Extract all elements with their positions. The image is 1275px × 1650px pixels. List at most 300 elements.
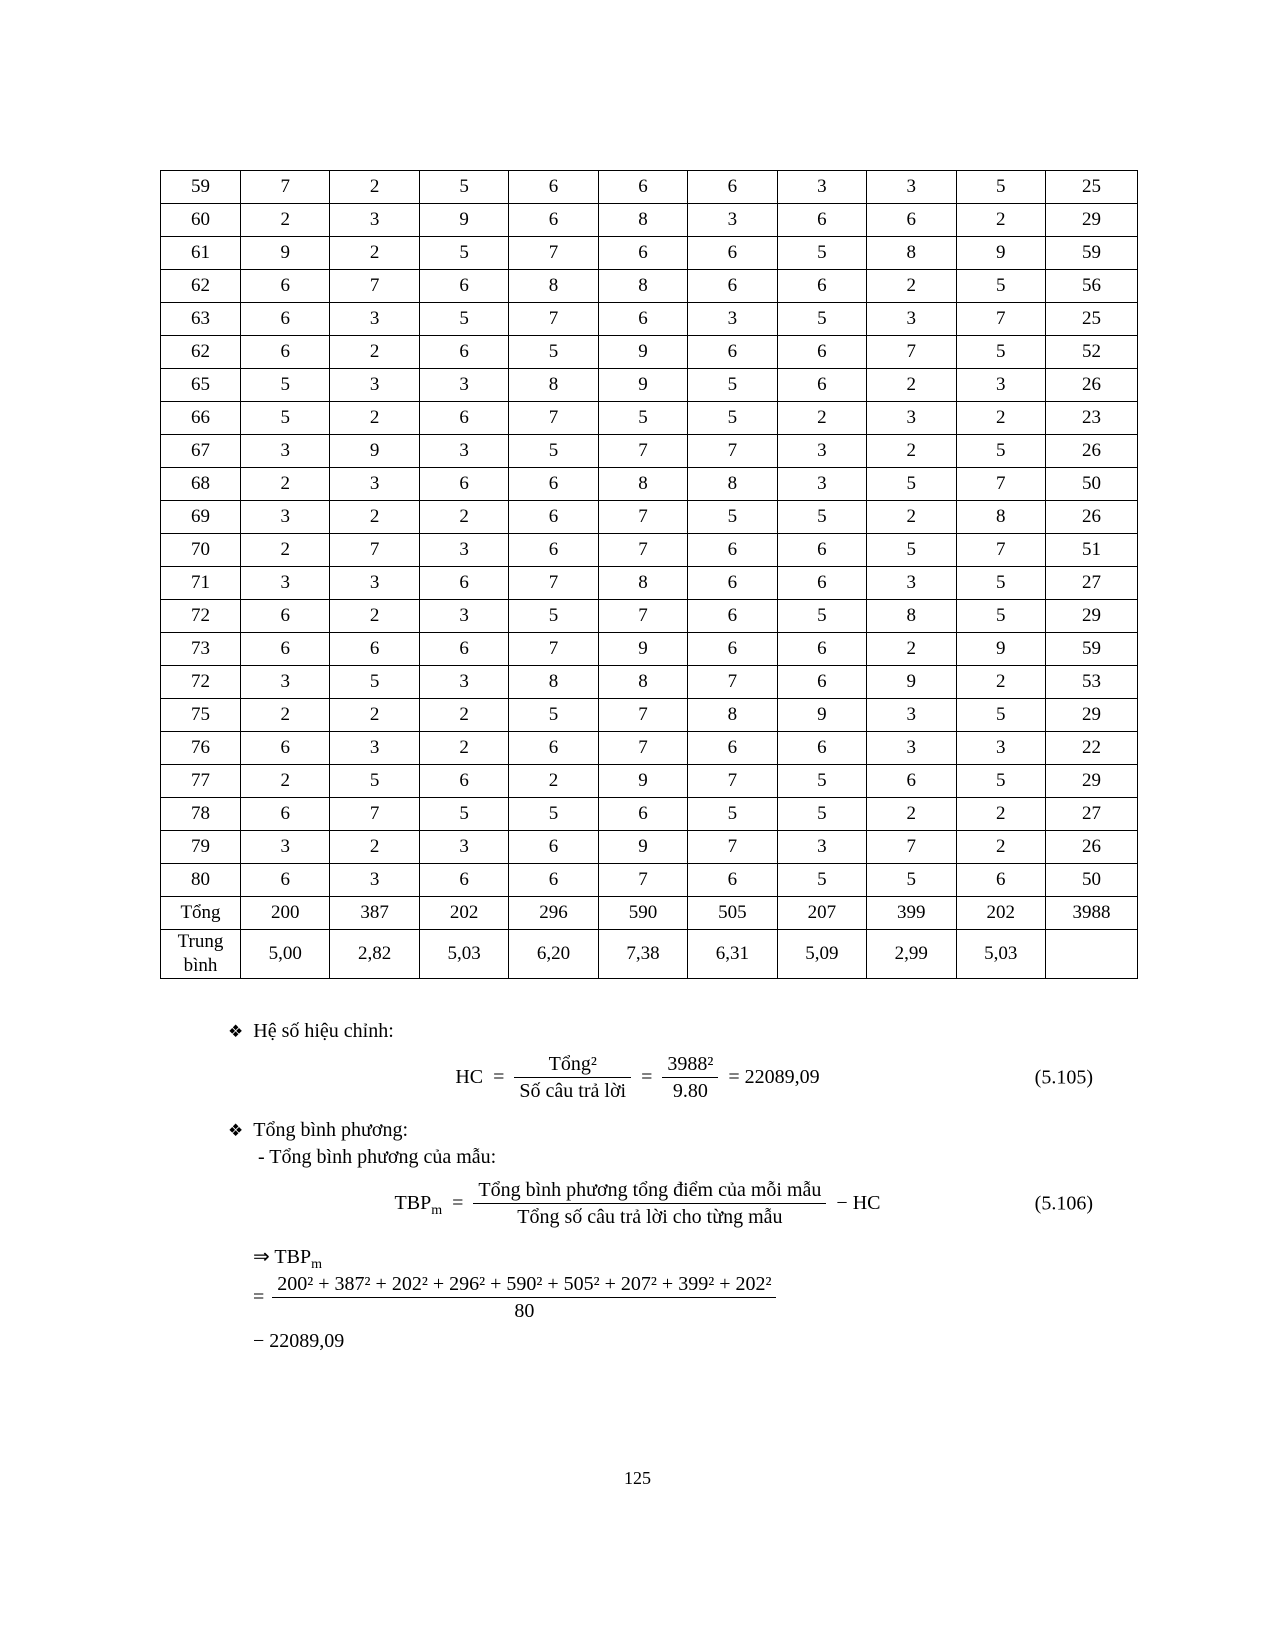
value-cell: 6 (777, 204, 866, 237)
page-number: 125 (624, 1468, 651, 1488)
value-cell: 2 (956, 402, 1046, 435)
table-row (161, 402, 1138, 435)
value-cell: 9 (330, 435, 419, 468)
value-cell: 2 (330, 402, 419, 435)
value-cell: 50 (1046, 864, 1138, 897)
value-cell: 387 (330, 897, 419, 930)
table-row (161, 666, 1138, 699)
value-cell: 6 (241, 864, 330, 897)
value-cell: 5 (419, 303, 508, 336)
value-cell: 8 (509, 666, 598, 699)
value-cell: 7 (598, 600, 687, 633)
tbp-symbol-base: TBP (394, 1192, 432, 1214)
value-cell: 2 (867, 270, 956, 303)
tbp-symbol (394, 1192, 443, 1218)
value-cell: 2 (330, 699, 419, 732)
value-cell: 3 (777, 468, 866, 501)
value-cell: 6 (241, 732, 330, 765)
section-correction-factor-heading (228, 1020, 1275, 1043)
value-cell: 6 (688, 864, 777, 897)
value-cell: 3 (777, 171, 866, 204)
value-cell: 5 (956, 270, 1046, 303)
value-cell: 8 (598, 567, 687, 600)
section-title: Hệ số hiệu chỉnh: (253, 1020, 394, 1042)
value-cell: 9 (598, 765, 687, 798)
value-cell: 6 (867, 765, 956, 798)
value-cell: 8 (509, 369, 598, 402)
value-cell: 8 (598, 468, 687, 501)
value-cell: 29 (1046, 765, 1138, 798)
row-label-cell: 76 (161, 732, 241, 765)
value-cell: 5 (241, 402, 330, 435)
value-cell: 22 (1046, 732, 1138, 765)
value-cell: 27 (1046, 567, 1138, 600)
value-cell: 5 (867, 864, 956, 897)
fraction-numerator: Tổng bình phương tổng điểm của mỗi mẫu (478, 1179, 822, 1201)
value-cell: 2 (419, 732, 508, 765)
row-label-cell: 59 (161, 171, 241, 204)
table-row (161, 534, 1138, 567)
hc-numeric-fraction (662, 1051, 718, 1104)
value-cell: 3 (241, 501, 330, 534)
value-cell: 6 (241, 303, 330, 336)
value-cell: 2 (867, 369, 956, 402)
value-cell: 3 (777, 435, 866, 468)
value-cell: 3 (330, 732, 419, 765)
value-cell: 9 (598, 831, 687, 864)
equation-number: (5.106) (1034, 1192, 1093, 1214)
value-cell: 5 (956, 567, 1046, 600)
row-label-cell: 72 (161, 666, 241, 699)
value-cell: 3 (867, 567, 956, 600)
value-cell: 3 (419, 831, 508, 864)
value-cell: 6 (509, 732, 598, 765)
value-cell: 6 (688, 237, 777, 270)
value-cell: 7 (509, 237, 598, 270)
value-cell: 5 (509, 699, 598, 732)
value-cell: 6 (688, 270, 777, 303)
value-cell: 7 (241, 171, 330, 204)
value-cell: 2,99 (867, 930, 956, 979)
value-cell: 5 (777, 864, 866, 897)
value-cell: 29 (1046, 600, 1138, 633)
value-cell: 5 (688, 402, 777, 435)
value-cell: 6 (419, 633, 508, 666)
value-cell: 6 (509, 831, 598, 864)
value-cell: 7 (956, 303, 1046, 336)
value-cell: 2 (330, 600, 419, 633)
value-cell: 9 (241, 237, 330, 270)
value-cell: 6 (777, 732, 866, 765)
value-cell: 6 (777, 369, 866, 402)
value-cell: 6 (598, 303, 687, 336)
value-cell: 7 (598, 699, 687, 732)
value-cell: 3 (241, 435, 330, 468)
value-cell: 3 (419, 435, 508, 468)
fraction-denominator: 9.80 (662, 1077, 718, 1104)
value-cell: 6 (688, 633, 777, 666)
value-cell: 25 (1046, 303, 1138, 336)
score-table (160, 170, 1138, 979)
value-cell: 6 (419, 468, 508, 501)
value-cell: 2 (241, 468, 330, 501)
value-cell: 26 (1046, 435, 1138, 468)
equals-sign: = (253, 1286, 265, 1308)
value-cell: 296 (509, 897, 598, 930)
value-cell: 3 (867, 171, 956, 204)
value-cell: 26 (1046, 501, 1138, 534)
row-label-cell: 60 (161, 204, 241, 237)
row-label-cell: 68 (161, 468, 241, 501)
value-cell: 7 (688, 666, 777, 699)
value-cell: 5,03 (419, 930, 508, 979)
value-cell: 505 (688, 897, 777, 930)
value-cell: 6 (688, 567, 777, 600)
table-row (161, 567, 1138, 600)
value-cell: 2 (867, 633, 956, 666)
value-cell: 5,00 (241, 930, 330, 979)
value-cell: 9 (956, 633, 1046, 666)
value-cell: 6 (777, 633, 866, 666)
value-cell: 56 (1046, 270, 1138, 303)
section-title: Tổng bình phương: (253, 1119, 408, 1141)
value-cell: 5 (956, 171, 1046, 204)
value-cell: 6 (777, 534, 866, 567)
value-cell: 3 (330, 567, 419, 600)
value-cell: 5 (688, 501, 777, 534)
value-cell: 2 (419, 699, 508, 732)
table-row (161, 336, 1138, 369)
value-cell: 6 (777, 666, 866, 699)
value-cell: 5 (777, 765, 866, 798)
value-cell: 3 (867, 699, 956, 732)
value-cell: 59 (1046, 633, 1138, 666)
value-cell: 2 (956, 798, 1046, 831)
value-cell: 5 (777, 600, 866, 633)
value-cell: 5 (956, 600, 1046, 633)
value-cell: 59 (1046, 237, 1138, 270)
table-row (161, 798, 1138, 831)
value-cell: 5,09 (777, 930, 866, 979)
value-cell: 2 (330, 501, 419, 534)
value-cell: 51 (1046, 534, 1138, 567)
value-cell: 6 (509, 468, 598, 501)
value-cell: 29 (1046, 204, 1138, 237)
value-cell: 9 (956, 237, 1046, 270)
table-row (161, 897, 1138, 930)
value-cell: 2 (330, 831, 419, 864)
table-row (161, 303, 1138, 336)
section-sum-of-squares-heading (228, 1119, 1275, 1142)
row-label-cell: Trung bình (161, 930, 241, 979)
value-cell: 26 (1046, 831, 1138, 864)
value-cell: 3 (956, 732, 1046, 765)
value-cell: 6 (509, 534, 598, 567)
value-cell: 6 (241, 600, 330, 633)
row-label-cell: 65 (161, 369, 241, 402)
tbp-calculation-fraction (272, 1271, 776, 1324)
value-cell: 8 (509, 270, 598, 303)
value-cell: 6 (419, 567, 508, 600)
value-cell: 6 (867, 204, 956, 237)
value-cell: 7 (330, 270, 419, 303)
value-cell: 2 (956, 666, 1046, 699)
table-row (161, 699, 1138, 732)
value-cell: 200 (241, 897, 330, 930)
value-cell: 6,20 (509, 930, 598, 979)
row-label-cell: 62 (161, 270, 241, 303)
value-cell: 3 (777, 831, 866, 864)
value-cell: 7 (509, 303, 598, 336)
value-cell: 202 (956, 897, 1046, 930)
value-cell: 6 (241, 633, 330, 666)
value-cell: 6 (688, 336, 777, 369)
value-cell: 5 (330, 765, 419, 798)
table-row (161, 633, 1138, 666)
value-cell: 2 (419, 501, 508, 534)
value-cell: 3 (956, 369, 1046, 402)
value-cell: 6 (509, 204, 598, 237)
table-row (161, 765, 1138, 798)
value-cell: 7 (330, 534, 419, 567)
value-cell: 5 (956, 336, 1046, 369)
value-cell: 5 (956, 699, 1046, 732)
value-cell: 7 (509, 402, 598, 435)
value-cell: 3 (419, 534, 508, 567)
value-cell: 2 (867, 798, 956, 831)
value-cell: 5 (330, 666, 419, 699)
table-row (161, 237, 1138, 270)
row-label-cell: 79 (161, 831, 241, 864)
value-cell: 2 (956, 204, 1046, 237)
value-cell: 23 (1046, 402, 1138, 435)
value-cell: 5 (509, 600, 598, 633)
value-cell: 6 (956, 864, 1046, 897)
row-label-cell: 69 (161, 501, 241, 534)
value-cell: 9 (598, 633, 687, 666)
fraction-numerator: Tổng² (548, 1053, 597, 1075)
value-cell: 7 (956, 534, 1046, 567)
row-label-cell: 61 (161, 237, 241, 270)
value-cell: 3 (688, 204, 777, 237)
value-cell: 5 (867, 534, 956, 567)
table-row (161, 270, 1138, 303)
equals-sign: = (493, 1066, 505, 1088)
table-row (161, 732, 1138, 765)
value-cell: 5 (777, 501, 866, 534)
tbp-symbol-base: TBP (274, 1246, 312, 1268)
value-cell: 53 (1046, 666, 1138, 699)
value-cell: 6 (777, 270, 866, 303)
value-cell: 6 (241, 798, 330, 831)
value-cell: 5 (688, 798, 777, 831)
fraction-numerator: 3988² (667, 1053, 714, 1075)
table-row (161, 204, 1138, 237)
value-cell: 6 (241, 270, 330, 303)
value-cell: 5 (419, 171, 508, 204)
value-cell: 7 (598, 732, 687, 765)
value-cell: 8 (867, 600, 956, 633)
value-cell: 6 (688, 534, 777, 567)
row-label-cell: 72 (161, 600, 241, 633)
value-cell: 6 (598, 798, 687, 831)
value-cell: 6 (419, 270, 508, 303)
row-label-cell: 71 (161, 567, 241, 600)
value-cell: 5 (867, 468, 956, 501)
value-cell: 5 (241, 369, 330, 402)
value-cell: 8 (956, 501, 1046, 534)
value-cell: 3 (330, 468, 419, 501)
value-cell: 2 (241, 204, 330, 237)
table-row (161, 501, 1138, 534)
value-cell: 6 (419, 402, 508, 435)
value-cell: 2 (330, 171, 419, 204)
value-cell: 5 (419, 237, 508, 270)
value-cell: 7 (688, 831, 777, 864)
value-cell: 7 (688, 435, 777, 468)
row-label-cell: 80 (161, 864, 241, 897)
value-cell: 3 (241, 831, 330, 864)
value-cell: 3 (330, 303, 419, 336)
value-cell: 5 (598, 402, 687, 435)
value-cell: 27 (1046, 798, 1138, 831)
value-cell: 9 (867, 666, 956, 699)
hc-formula-row (0, 1051, 1275, 1104)
value-cell: 3 (330, 369, 419, 402)
value-cell: 6 (688, 600, 777, 633)
value-cell: 3 (867, 402, 956, 435)
row-label-cell: Tổng (161, 897, 241, 930)
value-cell: 6 (419, 765, 508, 798)
value-cell: 6 (688, 171, 777, 204)
value-cell: 3 (419, 666, 508, 699)
value-cell: 5,03 (956, 930, 1046, 979)
value-cell: 6 (509, 501, 598, 534)
value-cell: 6 (688, 732, 777, 765)
value-cell: 5 (777, 798, 866, 831)
value-cell: 2 (867, 501, 956, 534)
value-cell: 26 (1046, 369, 1138, 402)
row-label-cell: 77 (161, 765, 241, 798)
implies-arrow-icon: ⇒ (253, 1246, 270, 1268)
value-cell: 6 (777, 336, 866, 369)
value-cell: 8 (598, 204, 687, 237)
value-cell: 590 (598, 897, 687, 930)
value-cell: 6 (509, 171, 598, 204)
value-cell: 7,38 (598, 930, 687, 979)
fraction-denominator: Tổng số câu trả lời cho từng mẫu (473, 1203, 826, 1230)
value-cell: 7 (867, 831, 956, 864)
diamond-bullet-icon: ❖ (228, 1121, 244, 1140)
value-cell: 7 (598, 534, 687, 567)
table-row (161, 468, 1138, 501)
value-cell: 6 (598, 237, 687, 270)
row-label-cell: 66 (161, 402, 241, 435)
value-cell: 3 (241, 666, 330, 699)
value-cell: 3 (867, 303, 956, 336)
equals-sign: = (641, 1066, 653, 1088)
value-cell: 2,82 (330, 930, 419, 979)
value-cell: 6,31 (688, 930, 777, 979)
value-cell (1046, 930, 1138, 979)
value-cell: 6 (419, 864, 508, 897)
value-cell: 29 (1046, 699, 1138, 732)
row-label-cell: 78 (161, 798, 241, 831)
table-row (161, 171, 1138, 204)
value-cell: 6 (419, 336, 508, 369)
value-cell: 6 (598, 171, 687, 204)
diamond-bullet-icon: ❖ (228, 1022, 244, 1041)
value-cell: 5 (509, 798, 598, 831)
table-row (161, 930, 1138, 979)
equals-sign: = (452, 1192, 464, 1214)
value-cell: 3 (419, 600, 508, 633)
value-cell: 5 (419, 798, 508, 831)
value-cell: 2 (956, 831, 1046, 864)
fraction-denominator: Số câu trả lời (514, 1077, 631, 1104)
value-cell: 3988 (1046, 897, 1138, 930)
value-cell: 52 (1046, 336, 1138, 369)
value-cell: 8 (688, 699, 777, 732)
tbp-calculation-line (253, 1271, 1275, 1324)
tbp-symbol-subscript: m (431, 1203, 443, 1218)
value-cell: 2 (509, 765, 598, 798)
value-cell: 7 (509, 567, 598, 600)
value-cell: 3 (867, 732, 956, 765)
tbp-symbol-subscript: m (311, 1257, 322, 1272)
value-cell: 9 (777, 699, 866, 732)
tbp-subtraction-line: − 22089,09 (253, 1330, 345, 1352)
tbp-formula-row (0, 1177, 1275, 1230)
table-row (161, 435, 1138, 468)
hc-result: = 22089,09 (728, 1066, 820, 1088)
row-label-cell: 62 (161, 336, 241, 369)
value-cell: 3 (330, 864, 419, 897)
value-cell: 8 (598, 666, 687, 699)
value-cell: 2 (330, 237, 419, 270)
value-cell: 399 (867, 897, 956, 930)
table-row (161, 600, 1138, 633)
value-cell: 8 (867, 237, 956, 270)
tbp-symbol (274, 1246, 322, 1272)
value-cell: 3 (419, 369, 508, 402)
row-label-cell: 75 (161, 699, 241, 732)
value-cell: 25 (1046, 171, 1138, 204)
value-cell: 5 (777, 303, 866, 336)
row-label-cell: 70 (161, 534, 241, 567)
row-label-cell: 63 (161, 303, 241, 336)
value-cell: 6 (777, 567, 866, 600)
value-cell: 8 (688, 468, 777, 501)
value-cell: 2 (241, 534, 330, 567)
score-table-body (161, 171, 1138, 979)
value-cell: 50 (1046, 468, 1138, 501)
value-cell: 5 (509, 336, 598, 369)
value-cell: 3 (330, 204, 419, 237)
value-cell: 207 (777, 897, 866, 930)
hc-symbolic-fraction (514, 1051, 631, 1104)
table-row (161, 369, 1138, 402)
value-cell: 9 (598, 336, 687, 369)
value-cell: 2 (867, 435, 956, 468)
equation-number: (5.105) (1034, 1066, 1093, 1088)
value-cell: 7 (598, 864, 687, 897)
value-cell: 7 (598, 435, 687, 468)
table-row (161, 831, 1138, 864)
value-cell: 6 (241, 336, 330, 369)
tbp-fraction (473, 1177, 826, 1230)
formulas-section (0, 1005, 1275, 1353)
